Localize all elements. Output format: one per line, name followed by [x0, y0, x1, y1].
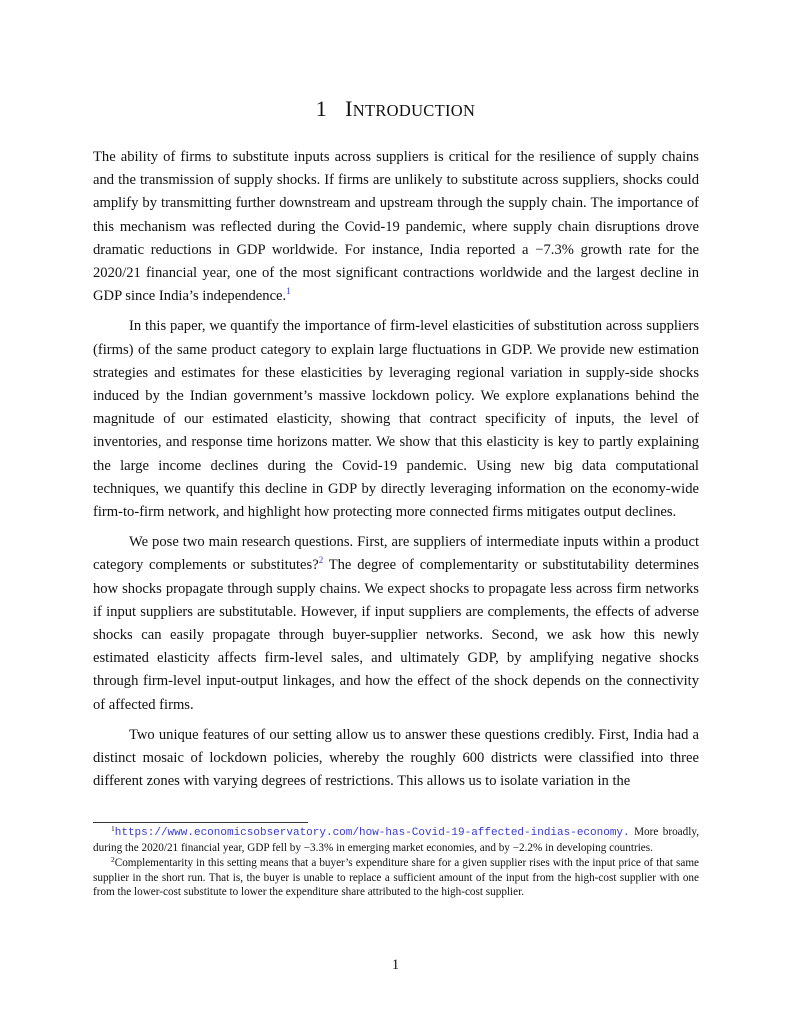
footnotes [93, 825, 699, 901]
footnote-ref-1[interactable]: 1 [286, 286, 291, 297]
paragraph-3-text-after: The degree of complementarity or substitutability determines how shocks propagate through supply chains. We expect shocks to propagate less across firm networks if input suppliers are substitutable. However, if input suppliers are complements, the effects of adverse shocks can easily propagate through buyer-supplier networks. Second, we ask how this newly estimated elasticity affects firm-level sales, and ultimately GDP, by amplifying negative shocks through firm-level input-output linkages, and how the effect of the shock depends on the connectivity of affected firms. [93, 557, 699, 713]
section-title-initial: I [345, 96, 353, 121]
body-text [93, 146, 699, 800]
page-number: 1 [391, 957, 400, 973]
paragraph-3 [93, 531, 699, 717]
paragraph-2 [93, 315, 699, 524]
paragraph-3-text-before: We pose two main research questions. First, are suppliers of intermediate inputs within a product category complements or substitutes? [93, 534, 699, 574]
footnote-1 [93, 825, 699, 855]
footnote-1-text: More broadly, during the 2020/21 financial year, GDP fell by −3.3% in emerging market economies, and by −2.2% in developing countries. [93, 826, 699, 854]
paragraph-1-text: The ability of firms to substitute inputs across suppliers is critical for the resilience of supply chains and the transmission of supply shocks. If firms are unlikely to substitute across suppliers, shocks could amplify by transmitting further downstream and upstream through the supply chain. The importance of this mechanism was reflected during the Covid-19 pandemic, where supply chain disruptions drove dramatic reductions in GDP worldwide. For instance, India reported a −7.3% growth rate for the 2020/21 financial year, one of the most significant contractions worldwide and the largest decline in GDP since India’s independence. [93, 149, 699, 305]
footnote-2 [93, 856, 699, 900]
footnote-2-text: Complementarity in this setting means that a buyer’s expenditure share for a given supplier rises with the input price of that same supplier in the short run. That is, the buyer is unable to replace a sufficient amount of the input from the high-cost supplier with one from the lower-cost substitute to lower the expenditure share attributed to the high-cost supplier. [93, 857, 699, 899]
paragraph-4 [93, 724, 699, 794]
paragraph-4-text: Two unique features of our setting allow us to answer these questions credibly. First, India had a distinct mosaic of lockdown policies, whereby the roughly 600 districts were classified into three different zones with varying degrees of restrictions. This allows us to isolate variation in the [93, 726, 699, 790]
footnote-1-mark: 1 [111, 824, 115, 833]
footnote-2-mark: 2 [111, 855, 115, 865]
section-heading [0, 96, 791, 122]
paragraph-1 [93, 146, 699, 308]
footnote-ref-2[interactable]: 2 [318, 555, 324, 566]
footnote-rule [93, 822, 308, 823]
section-title-rest: NTRODUCTION [352, 101, 476, 120]
section-number: 1 [315, 96, 328, 121]
footnote-1-link[interactable]: https://www.economicsobservatory.com/how-has-Covid-19-affected-indias-economy. [114, 827, 630, 839]
paragraph-2-text: In this paper, we quantify the importance of firm-level elasticities of substitution across suppliers (firms) of the same product category to explain large fluctuations in GDP. We provide new estimation strategies and estimates for these elasticities by leveraging regional variation in supply-side shocks induced by the Indian government’s massive lockdown policy. We explore explanations behind the magnitude of our estimated elasticity, showing that contract specificity of inputs, the level of inventories, and response time horizons matter. We show that this elasticity is key to partly explaining the large income declines during the Covid-19 pandemic. Using new big data computational techniques, we quantify this decline in GDP by directly leveraging information on the economy-wide firm-to-firm network, and highlight how protecting more connected firms mitigates output declines. [93, 318, 699, 521]
